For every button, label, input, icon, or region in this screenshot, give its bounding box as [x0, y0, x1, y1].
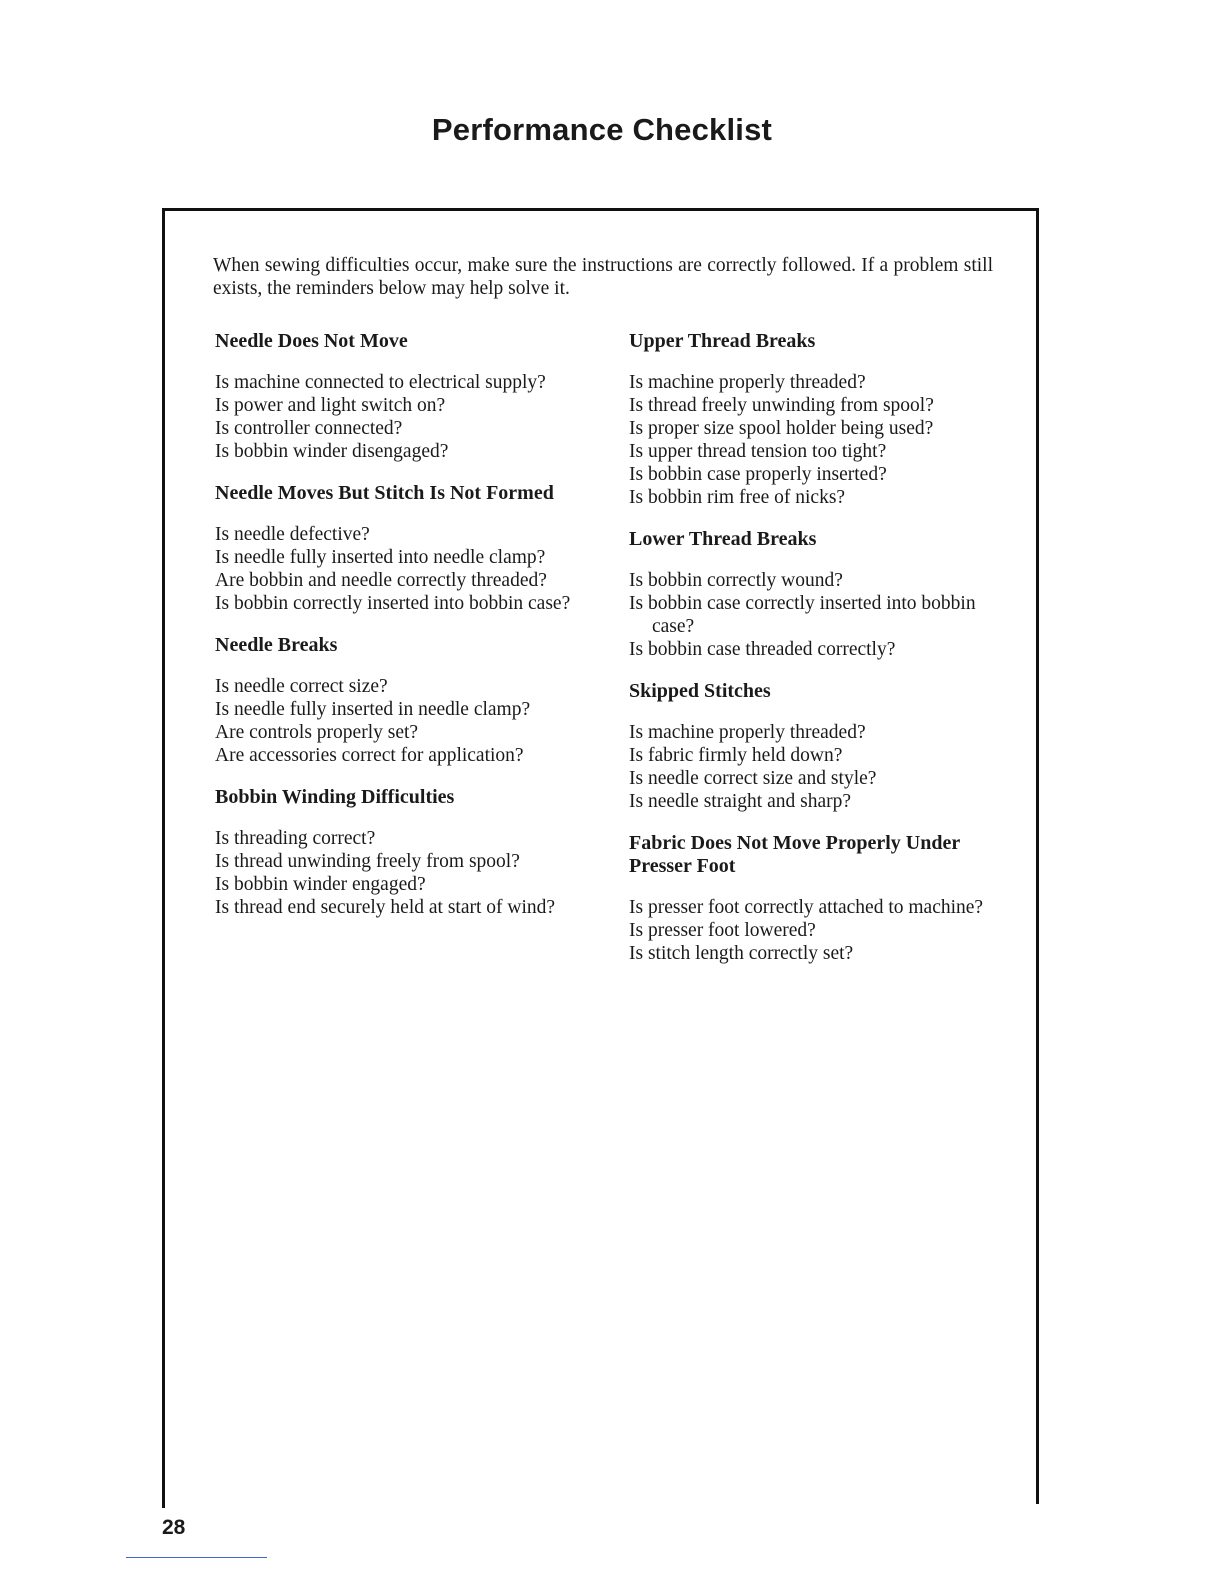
- section-heading: Needle Moves But Stitch Is Not Formed: [215, 482, 554, 504]
- checklist-item: Is thread freely unwinding from spool?: [629, 395, 934, 416]
- checklist-item: Is needle defective?: [215, 524, 370, 545]
- section-heading: Lower Thread Breaks: [629, 528, 817, 550]
- section-heading: Skipped Stitches: [629, 680, 771, 702]
- section-needle-breaks: [215, 634, 595, 767]
- section-bobbin-winding: [215, 786, 595, 919]
- checklist-item: Is machine properly threaded?: [629, 372, 866, 393]
- checklist-item: Is needle fully inserted into needle clamp?: [215, 547, 546, 568]
- checklist-item: Is bobbin winder engaged?: [215, 874, 426, 895]
- section-skipped-stitches: [629, 680, 1001, 813]
- checklist-item: Are controls properly set?: [215, 722, 419, 743]
- checklist-item: Is bobbin winder disengaged?: [215, 441, 449, 462]
- checklist-item: Is bobbin case threaded correctly?: [629, 639, 896, 660]
- checklist-item: Is stitch length correctly set?: [629, 943, 854, 964]
- checklist-item: Is bobbin case correctly inserted into bobbin case?: [629, 593, 976, 637]
- checklist-item: Is fabric firmly held down?: [629, 745, 843, 766]
- intro-paragraph: When sewing difficulties occur, make sure the instructions are correctly followed. If a problem still exists, the reminders below may help solve it.: [213, 255, 993, 299]
- frame-right-rule: [1036, 208, 1039, 1504]
- section-heading: Upper Thread Breaks: [629, 330, 816, 352]
- checklist-item: Is bobbin correctly wound?: [629, 570, 843, 591]
- checklist-item: Is proper size spool holder being used?: [629, 418, 934, 439]
- section-heading: Needle Breaks: [215, 634, 338, 656]
- page-number: 28: [162, 1516, 186, 1539]
- section-stitch-not-formed: [215, 482, 595, 615]
- checklist-item: Is needle correct size and style?: [629, 768, 877, 789]
- frame-top-rule: [162, 208, 1039, 211]
- checklist-item: Is presser foot correctly attached to machine?: [629, 897, 984, 918]
- section-heading: Needle Does Not Move: [215, 330, 408, 352]
- checklist-item: Is bobbin rim free of nicks?: [629, 487, 846, 508]
- section-needle-does-not-move: [215, 330, 595, 463]
- checklist-item: Are bobbin and needle correctly threaded?: [215, 570, 547, 591]
- section-lower-thread-breaks: [629, 528, 1001, 661]
- section-upper-thread-breaks: [629, 330, 1001, 509]
- checklist-item: Is presser foot lowered?: [629, 920, 816, 941]
- section-fabric-does-not-move: [629, 832, 1001, 965]
- checklist-item: Is machine connected to electrical supply?: [215, 372, 546, 393]
- checklist-item: Are accessories correct for application?: [215, 745, 524, 766]
- checklist-item: Is needle straight and sharp?: [629, 791, 852, 812]
- frame-left-rule: [162, 208, 165, 1508]
- footer-rule: [126, 1557, 267, 1558]
- checklist-item: Is thread end securely held at start of wind?: [215, 897, 556, 918]
- checklist-item: Is needle fully inserted in needle clamp?: [215, 699, 531, 720]
- checklist-item: Is upper thread tension too tight?: [629, 441, 887, 462]
- checklist-item: Is needle correct size?: [215, 676, 388, 697]
- checklist-item: Is machine properly threaded?: [629, 722, 866, 743]
- checklist-item: Is controller connected?: [215, 418, 403, 439]
- right-column: [629, 330, 1001, 984]
- checklist-item: Is bobbin case properly inserted?: [629, 464, 887, 485]
- checklist-item: Is threading correct?: [215, 828, 376, 849]
- page-title: Performance Checklist: [431, 112, 773, 147]
- checklist-item: Is bobbin correctly inserted into bobbin case?: [215, 593, 571, 614]
- section-heading: Fabric Does Not Move Properly Under Presser Foot: [629, 832, 960, 877]
- section-heading: Bobbin Winding Difficulties: [215, 786, 455, 808]
- checklist-item: Is thread unwinding freely from spool?: [215, 851, 520, 872]
- checklist-item: Is power and light switch on?: [215, 395, 446, 416]
- left-column: [215, 330, 595, 938]
